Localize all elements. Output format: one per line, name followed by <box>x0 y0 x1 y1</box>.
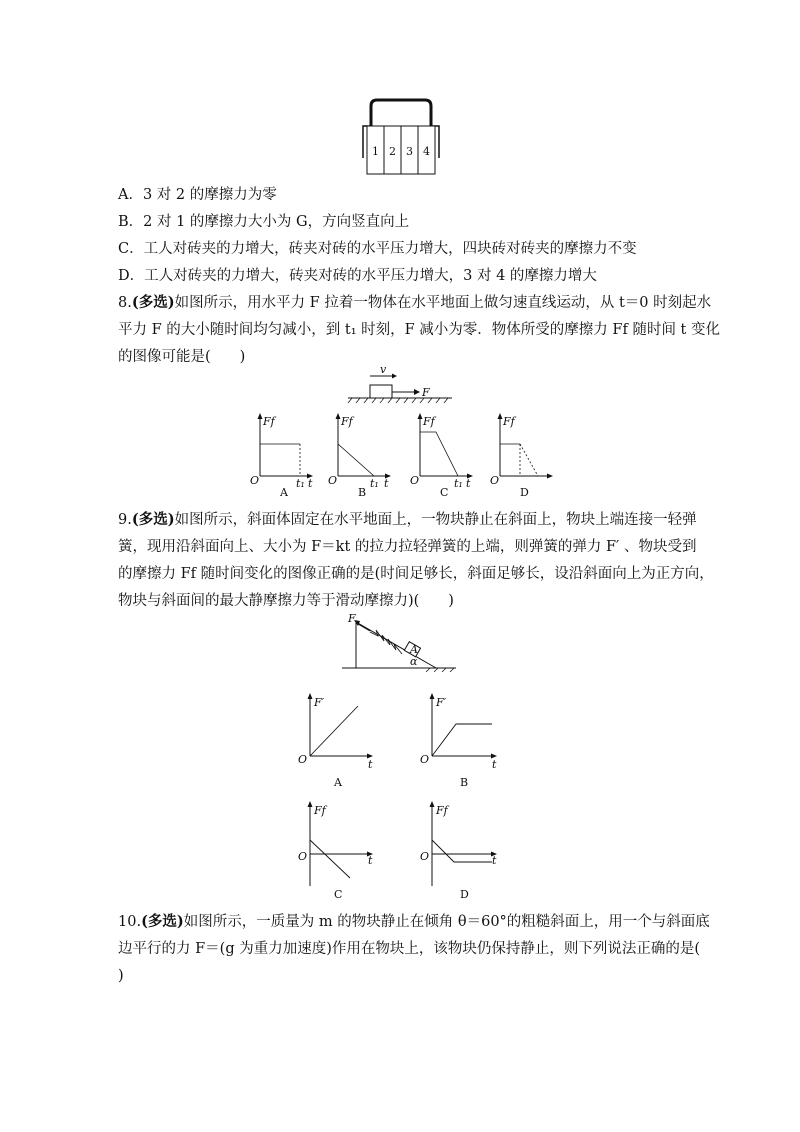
svg-text:t: t <box>368 758 373 771</box>
q9-line-4: 物块与斜面间的最大静摩擦力等于滑动摩擦力)( ) <box>118 593 454 609</box>
q8-force-label: F <box>422 386 430 399</box>
svg-text:Ff: Ff <box>436 804 448 817</box>
q9-line-2: 簧，现用沿斜面向上、大小为 F＝kt 的拉力拉轻弹簧的上端，则弹簧的弹力 F′ 、物块受到 <box>118 539 697 555</box>
q9-option-d-label: D <box>460 888 469 900</box>
q8-graphs <box>244 410 564 500</box>
q9-graph-a <box>298 693 373 789</box>
q8-option-a-label: A <box>280 486 288 499</box>
q9-option-c-label: C <box>334 888 343 900</box>
svg-text:t₁: t₁ <box>370 477 379 490</box>
svg-text:t: t <box>308 477 313 490</box>
q8-line-2: 平力 F 的大小随时间均匀减小，到 t₁ 时刻，F 减小为零．物体所受的摩擦力 Ff 随时间 t 变化 <box>118 322 720 338</box>
svg-text:Ff: Ff <box>341 415 353 428</box>
svg-text:Ff: Ff <box>314 804 326 817</box>
svg-text:Ff: Ff <box>423 415 435 428</box>
q9-line-3: 的摩擦力 Ff 随时间变化的图像正确的是(时间足够长，斜面足够长，设沿斜面向上为正方向， <box>118 566 714 582</box>
svg-text:O: O <box>420 753 430 766</box>
svg-text:t: t <box>368 854 373 867</box>
svg-text:t: t <box>384 477 389 490</box>
q8-graph-b <box>328 413 391 499</box>
q9-graph-d <box>420 801 497 900</box>
q8-line-1 <box>118 293 711 313</box>
svg-text:O: O <box>328 474 338 487</box>
q9-incline-figure <box>340 612 460 672</box>
q8-setup-figure <box>344 362 456 406</box>
q9-angle-label: α <box>410 655 418 668</box>
svg-text:F′: F′ <box>436 696 447 709</box>
brick-label-4: 4 <box>423 145 430 158</box>
q9-tag: (多选) <box>131 511 175 528</box>
q8-option-b-label: B <box>358 486 367 499</box>
brick-label-1: 1 <box>372 145 379 158</box>
svg-text:O: O <box>490 474 500 487</box>
q9-graph-b <box>420 693 497 789</box>
q9-force-label: F <box>348 612 356 625</box>
q7-option-a: A．3 对 2 的摩擦力为零 <box>118 187 277 203</box>
q8-graph-c <box>410 413 473 499</box>
svg-text:t₁: t₁ <box>454 477 463 490</box>
q10-line-2: 边平行的力 F＝(g 为重力加速度)作用在物块上，该物块仍保持静止，则下列说法正确的是( <box>118 941 701 957</box>
q9-option-b-label: B <box>460 776 469 789</box>
q8-option-c-label: C <box>440 486 449 499</box>
brick-label-3: 3 <box>406 145 413 158</box>
brick-clamp-figure <box>355 96 447 182</box>
q9-graph-c <box>298 801 373 900</box>
svg-text:t₁: t₁ <box>296 477 305 490</box>
q8-graph-a <box>250 413 313 499</box>
q8-graph-d <box>490 413 553 499</box>
q9-graphs-top <box>290 690 510 790</box>
q10-tag: (多选) <box>141 913 184 930</box>
svg-text:Ff: Ff <box>263 415 275 428</box>
q8-option-d-label: D <box>520 486 529 499</box>
q9-block-label: A <box>410 643 418 656</box>
q7-option-b: B．2 对 1 的摩擦力大小为 G，方向竖直向上 <box>118 214 410 230</box>
q10-line-3: ) <box>118 968 124 984</box>
q8-tag: (多选) <box>131 294 175 311</box>
q10-text-1: 如图所示，一质量为 m 的物块静止在倾角 θ＝60°的粗糙斜面上，用一个与斜面底 <box>183 914 710 930</box>
svg-text:t: t <box>466 477 471 490</box>
svg-text:O: O <box>298 850 308 863</box>
q9-line-1 <box>118 510 697 530</box>
q8-number: 8. <box>118 295 132 311</box>
q9-text-1: 如图所示，斜面体固定在水平地面上，一物块静止在斜面上，物块上端连接一轻弹 <box>174 512 697 528</box>
brick-label-2: 2 <box>389 145 396 158</box>
q9-graphs-bottom <box>290 798 510 900</box>
q10-number: 10. <box>118 914 142 930</box>
svg-text:O: O <box>298 753 308 766</box>
q10-line-1 <box>118 912 710 932</box>
svg-text:O: O <box>410 474 420 487</box>
q8-line-3: 的图像可能是( ) <box>118 349 246 365</box>
q7-option-c: C．工人对砖夹的力增大，砖夹对砖的水平压力增大，四块砖对砖夹的摩擦力不变 <box>118 241 637 257</box>
svg-text:F′: F′ <box>314 696 325 709</box>
q9-number: 9. <box>118 512 132 528</box>
q9-option-a-label: A <box>334 776 342 789</box>
svg-text:O: O <box>420 850 430 863</box>
svg-text:t: t <box>492 758 497 771</box>
q7-option-d: D．工人对砖夹的力增大，砖夹对砖的水平压力增大，3 对 4 的摩擦力增大 <box>118 268 597 284</box>
q8-velocity-label: v <box>380 363 387 376</box>
svg-text:O: O <box>250 474 260 487</box>
svg-text:t: t <box>492 854 497 867</box>
svg-text:Ff: Ff <box>503 415 515 428</box>
q8-text-1: 如图所示，用水平力 F 拉着一物体在水平地面上做匀速直线运动，从 t＝0 时刻起水 <box>174 295 712 311</box>
